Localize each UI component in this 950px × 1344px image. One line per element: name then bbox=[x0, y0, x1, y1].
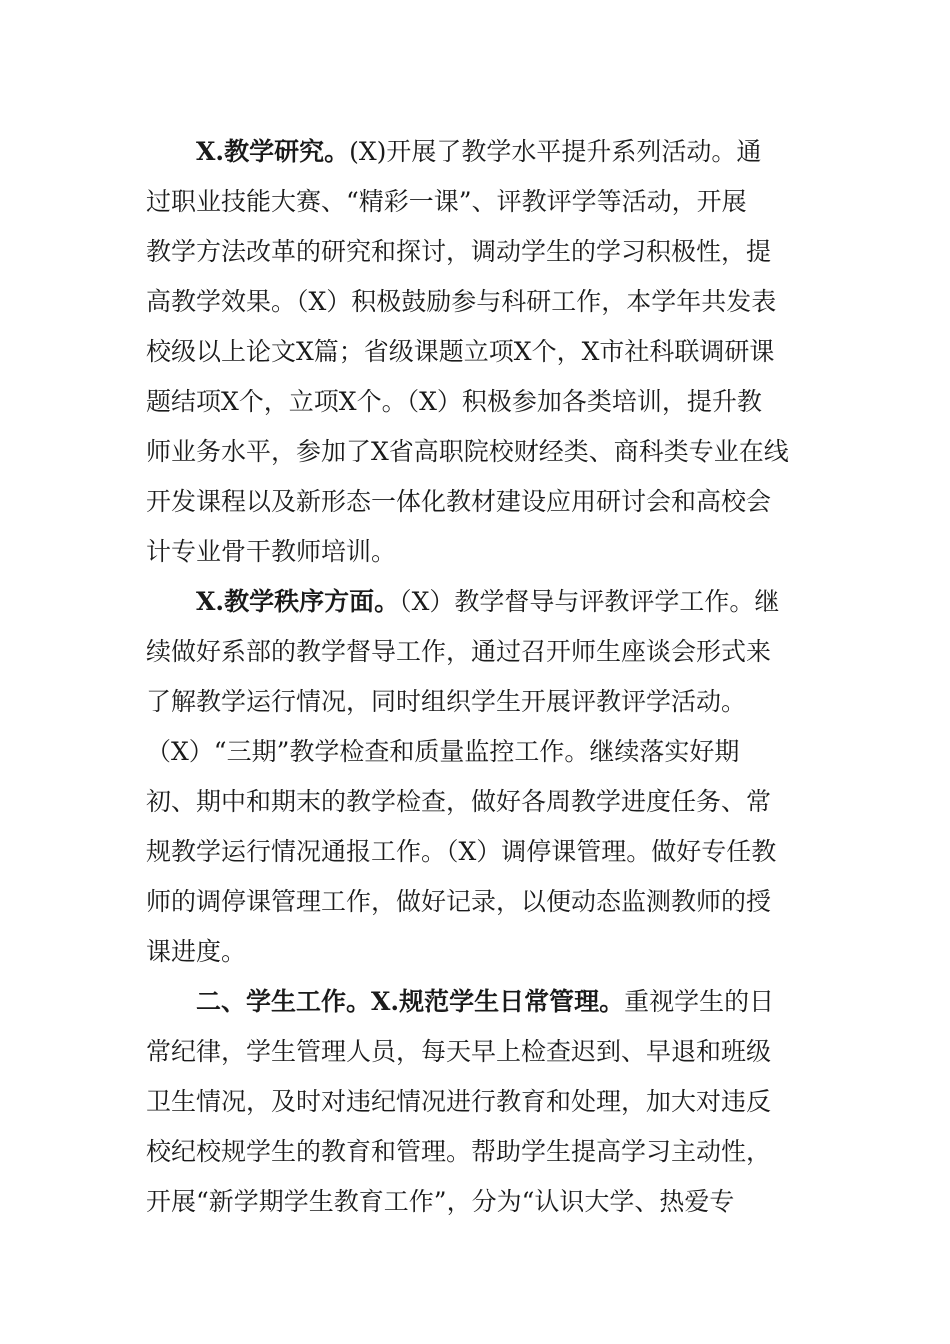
line-text: 题结项X个，立项X个。（X）积极参加各类培训，提升教 bbox=[146, 387, 762, 416]
line-text: 过职业技能大赛、“精彩一课”、评教评学等活动，开展 bbox=[146, 187, 747, 216]
line-text: (X)开展了教学水平提升系列活动。通 bbox=[349, 137, 762, 166]
line-text: 校纪校规学生的教育和管理。帮助学生提高学习主动性， bbox=[146, 1137, 772, 1166]
line-text: （X）教学督导与评教评学工作。继 bbox=[399, 587, 780, 616]
text-line bbox=[146, 177, 806, 227]
line-text: 开展“新学期学生教育工作”，分为“认识大学、热爱专 bbox=[146, 1187, 735, 1216]
bold-heading: X.教学秩序方面。 bbox=[196, 587, 400, 616]
line-text: 校级以上论文X篇；省级课题立项X个，X市社科联调研课 bbox=[146, 337, 775, 366]
text-line bbox=[146, 677, 806, 727]
line-text: 教学方法改革的研究和探讨，调动学生的学习积极性，提 bbox=[146, 237, 772, 266]
line-text: 开发课程以及新形态一体化教材建设应用研讨会和高校会 bbox=[146, 487, 772, 516]
document-body bbox=[146, 127, 806, 1227]
bold-heading: 二、学生工作。X.规范学生日常管理。 bbox=[196, 987, 625, 1016]
text-line bbox=[146, 477, 806, 527]
text-line bbox=[146, 827, 806, 877]
line-text: 师业务水平，参加了X省高职院校财经类、商科类专业在线 bbox=[146, 437, 789, 466]
line-text: 计专业骨干教师培训。 bbox=[146, 537, 397, 566]
text-line bbox=[146, 227, 806, 277]
text-line bbox=[146, 1127, 806, 1177]
line-text: 常纪律，学生管理人员，每天早上检查迟到、早退和班级 bbox=[146, 1037, 772, 1066]
text-line bbox=[146, 977, 806, 1027]
line-text: 重视学生的日 bbox=[624, 987, 775, 1016]
line-text: 规教学运行情况通报工作。（X）调停课管理。做好专任教 bbox=[146, 837, 777, 866]
line-text: 课进度。 bbox=[146, 937, 247, 966]
text-line bbox=[146, 527, 806, 577]
text-line bbox=[146, 777, 806, 827]
text-line bbox=[146, 327, 806, 377]
line-text: 高教学效果。（X）积极鼓励参与科研工作，本学年共发表 bbox=[146, 287, 777, 316]
line-text: 初、期中和期末的教学检查，做好各周教学进度任务、常 bbox=[146, 787, 772, 816]
text-line bbox=[146, 927, 806, 977]
line-text: （X）“三期”教学检查和质量监控工作。继续落实好期 bbox=[146, 737, 740, 766]
text-line bbox=[146, 1027, 806, 1077]
line-text: 师的调停课管理工作，做好记录，以便动态监测教师的授 bbox=[146, 887, 772, 916]
text-line bbox=[146, 127, 806, 177]
text-line bbox=[146, 377, 806, 427]
text-line bbox=[146, 577, 806, 627]
text-line bbox=[146, 627, 806, 677]
bold-heading: X.教学研究。 bbox=[196, 137, 350, 166]
text-line bbox=[146, 727, 806, 777]
text-line bbox=[146, 1177, 806, 1227]
line-text: 卫生情况，及时对违纪情况进行教育和处理，加大对违反 bbox=[146, 1087, 772, 1116]
text-line bbox=[146, 877, 806, 927]
line-text: 续做好系部的教学督导工作，通过召开师生座谈会形式来 bbox=[146, 637, 772, 666]
line-text: 了解教学运行情况，同时组织学生开展评教评学活动。 bbox=[146, 687, 747, 716]
text-line bbox=[146, 1077, 806, 1127]
text-line bbox=[146, 427, 806, 477]
text-line bbox=[146, 277, 806, 327]
